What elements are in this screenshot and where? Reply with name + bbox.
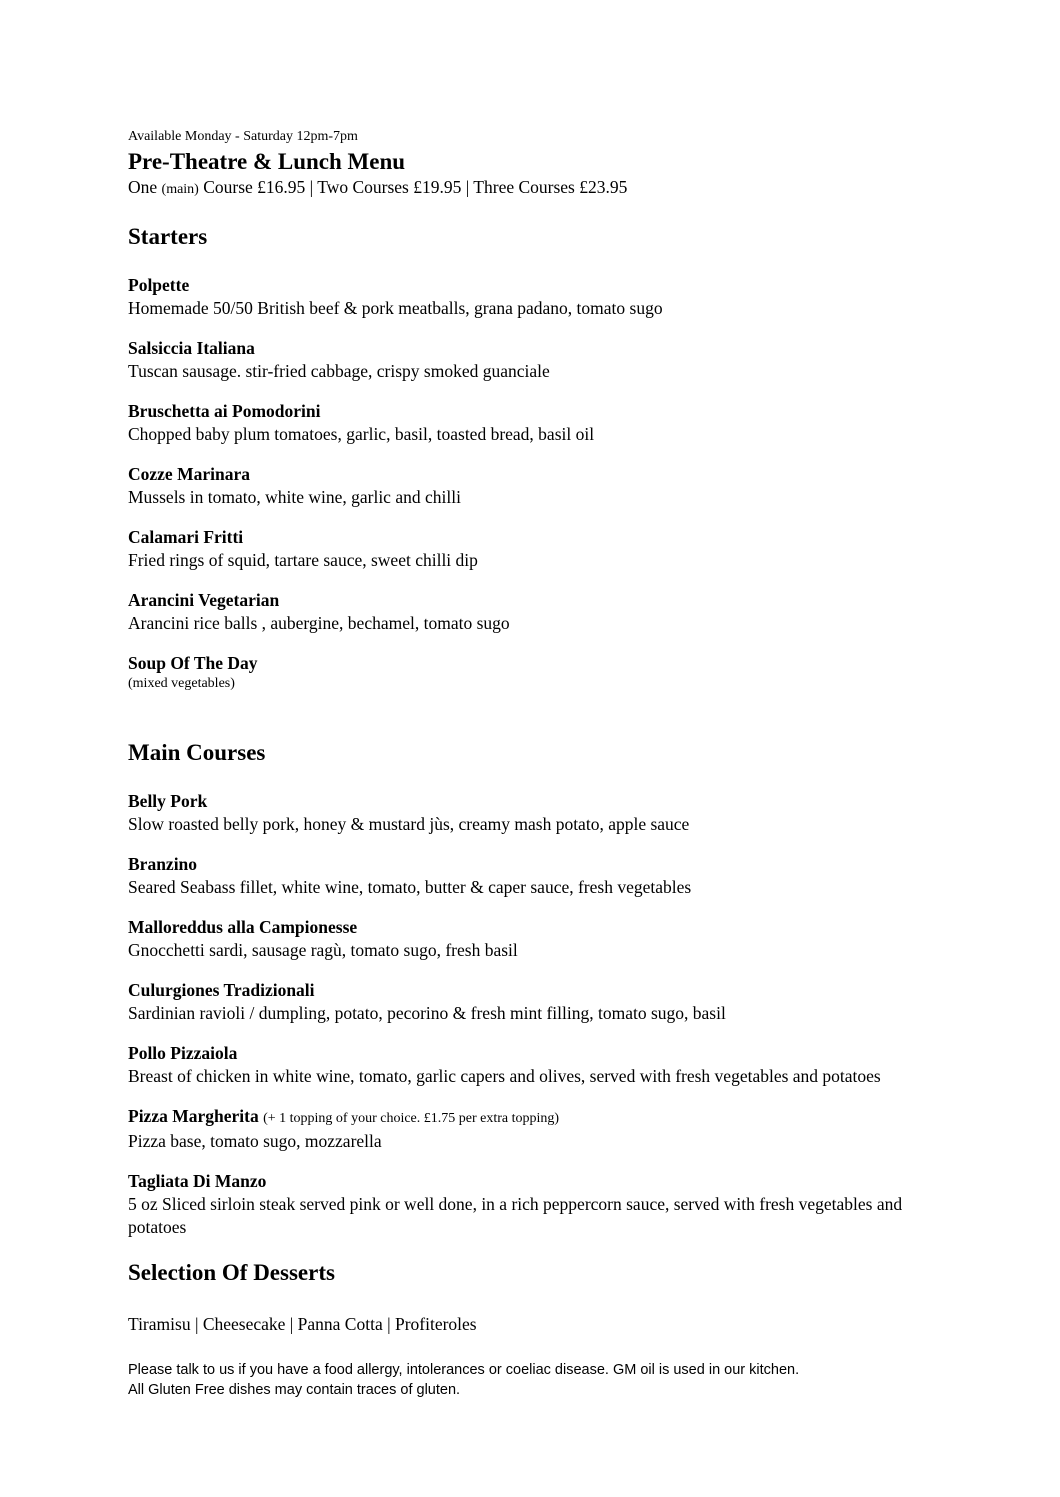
pricing-suffix: Course £16.95 | Two Courses £19.95 | Three Courses £23.95: [203, 177, 628, 197]
item-name: Soup Of The Day: [128, 653, 258, 673]
item-name: Malloreddus alla Campionesse: [128, 917, 358, 937]
item-description: (mixed vegetables): [128, 676, 235, 691]
item-name: Arancini Vegetarian: [128, 590, 280, 610]
item-description: Pizza base, tomato sugo, mozzarella: [128, 1131, 382, 1151]
menu-item: [128, 274, 948, 320]
starters-list: [128, 274, 948, 693]
item-description: Seared Seabass fillet, white wine, tomato, butter & caper sauce, fresh vegetables: [128, 877, 692, 897]
menu-item: [128, 652, 948, 693]
menu-item: [128, 526, 948, 572]
menu-item: [128, 463, 948, 509]
menu-item: [128, 337, 948, 383]
menu-page: [128, 127, 948, 1400]
pricing-line: [128, 175, 948, 202]
pricing-main-note: (main): [161, 182, 199, 197]
item-description: Sardinian ravioli / dumpling, potato, pecorino & fresh mint filling, tomato sugo, basil: [128, 1003, 726, 1023]
item-name: Belly Pork: [128, 791, 208, 811]
item-name: Culurgiones Tradizionali: [128, 980, 315, 1000]
starters-heading: Starters: [128, 224, 208, 249]
gluten-notice-line: All Gluten Free dishes may contain traces of gluten.: [128, 1382, 461, 1398]
item-name: Calamari Fritti: [128, 527, 244, 547]
item-description: 5 oz Sliced sirloin steak served pink or well done, in a rich peppercorn sauce, served with fresh vegetables and potatoes: [128, 1194, 903, 1237]
allergy-notice-line: Please talk to us if you have a food allergy, intolerances or coeliac disease. GM oil is used in our kitchen.: [128, 1362, 800, 1378]
item-name-line: [128, 1105, 948, 1130]
item-description: Homemade 50/50 British beef & pork meatballs, grana padano, tomato sugo: [128, 298, 663, 318]
item-topping-note: (+ 1 topping of your choice. £1.75 per extra topping): [263, 1111, 560, 1126]
item-description: Slow roasted belly pork, honey & mustard jùs, creamy mash potato, apple sauce: [128, 814, 690, 834]
item-name: Bruschetta ai Pomodorini: [128, 401, 321, 421]
availability-note: Available Monday - Saturday 12pm-7pm: [128, 129, 358, 144]
menu-title: Pre-Theatre & Lunch Menu: [128, 149, 406, 174]
item-description: Chopped baby plum tomatoes, garlic, basil, toasted bread, basil oil: [128, 424, 595, 444]
menu-item: [128, 853, 948, 899]
allergy-notice: [128, 1360, 948, 1400]
menu-item: [128, 790, 948, 836]
desserts-list: Tiramisu | Cheesecake | Panna Cotta | Profiteroles: [128, 1314, 477, 1334]
item-name: Branzino: [128, 854, 198, 874]
menu-item: [128, 1042, 948, 1088]
item-name: Cozze Marinara: [128, 464, 250, 484]
pricing-prefix: One: [128, 177, 158, 197]
item-description: Breast of chicken in white wine, tomato, garlic capers and olives, served with fresh vegetables and potatoes: [128, 1066, 881, 1086]
item-name: Tagliata Di Manzo: [128, 1171, 267, 1191]
mains-list: [128, 790, 948, 1239]
item-description: Fried rings of squid, tartare sauce, sweet chilli dip: [128, 550, 478, 570]
item-name: Salsiccia Italiana: [128, 338, 255, 358]
item-name: Pollo Pizzaiola: [128, 1043, 238, 1063]
menu-item: [128, 916, 948, 962]
menu-item: [128, 400, 948, 446]
item-description: Gnocchetti sardi, sausage ragù, tomato sugo, fresh basil: [128, 940, 518, 960]
menu-item: [128, 979, 948, 1025]
mains-heading: Main Courses: [128, 740, 266, 765]
menu-item: [128, 1170, 948, 1239]
item-name: Polpette: [128, 275, 190, 295]
menu-item: [128, 589, 948, 635]
menu-item: [128, 1105, 948, 1153]
item-description: Arancini rice balls , aubergine, bechamel, tomato sugo: [128, 613, 510, 633]
desserts-heading: Selection Of Desserts: [128, 1260, 335, 1285]
item-name: Pizza Margherita: [128, 1106, 259, 1126]
item-description: Mussels in tomato, white wine, garlic and chilli: [128, 487, 461, 507]
item-description: Tuscan sausage. stir-fried cabbage, crispy smoked guanciale: [128, 361, 550, 381]
